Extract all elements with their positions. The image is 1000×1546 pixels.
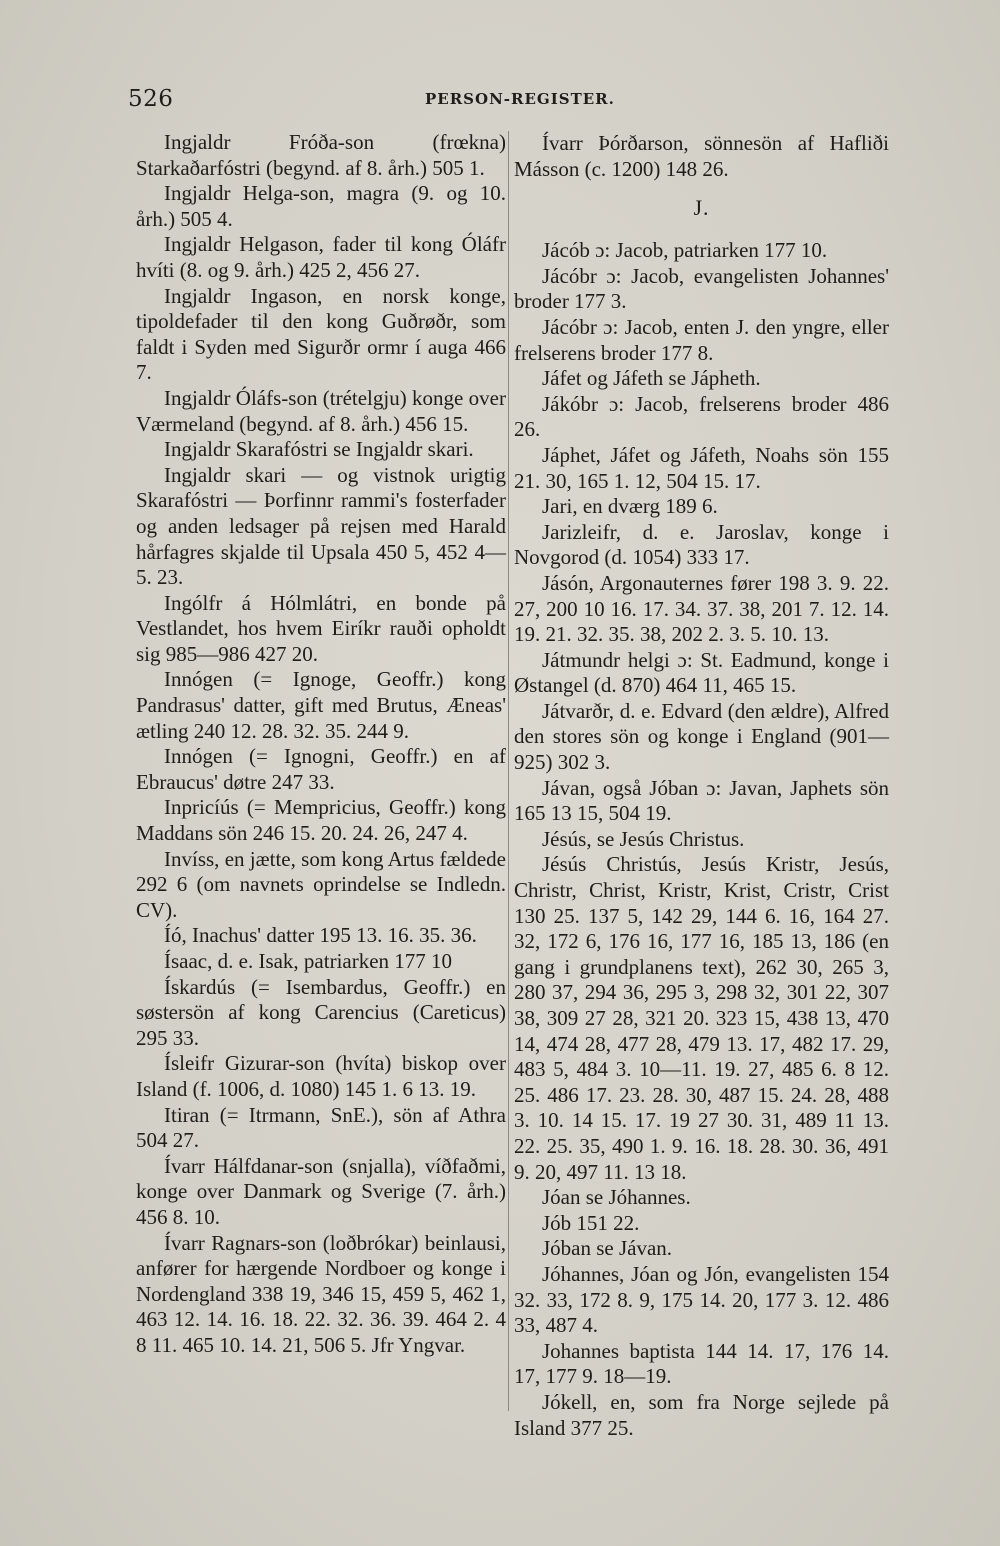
register-entry: Jáfet og Jáfeth se Jápheth. <box>542 366 761 391</box>
register-entry: Jásón, Argonauternes fører 198 3. 9. 22. 27, 200 10 16. 17. 34. 37. 38, 201 7. 12. 14. 19. 21. 32. 35. 38, 202 2. 3. 5. 10. 13. <box>514 570 889 647</box>
register-entry: Játmundr helgi ɔ: St. Eadmund, konge i Østangel (d. 870) 464 11, 465 15. <box>514 647 889 698</box>
right-column <box>514 131 889 1441</box>
register-entry: Jáphet, Jáfet og Jáfeth, Noahs sön 155 21. 30, 165 1. 12, 504 15. 17. <box>514 442 889 493</box>
section-letter: J. <box>693 195 710 221</box>
register-entry: Jókell, en, som fra Norge sejlede på Island 377 25. <box>514 1389 889 1440</box>
register-entry: Ingólfr á Hólmlátri, en bonde på Vestlandet, hos hvem Eiríkr rauði opholdt sig 985—986 427 20. <box>136 590 506 666</box>
register-entry: Íó, Inachus' datter 195 13. 16. 35. 36. <box>164 923 477 948</box>
column-divider <box>508 131 509 1411</box>
register-entry: Ingjaldr Ingason, en norsk konge, tipoldefader til den kong Guðrøðr, som faldt i Syden med Sigurðr ormr í auga 466 7. <box>136 283 506 385</box>
register-entry: Inpricíús (= Mempricius, Geoffr.) kong Maddans sön 246 15. 20. 24. 26, 247 4. <box>136 795 506 846</box>
register-entry: Ingjaldr Fróða-son (frœkna) Starkaðarfóstri (begynd. af 8. årh.) 505 1. <box>136 130 506 180</box>
register-entry: Itiran (= Itrmann, SnE.), sön af Athra 504 27. <box>136 1102 506 1153</box>
register-entry: Ingjaldr Helgason, fader til kong Óláfr hvíti (8. og 9. årh.) 425 2, 456 27. <box>136 232 506 282</box>
register-entry: Játvarðr, d. e. Edvard (den ældre), Alfred den stores sön og konge i England (901—925) 302 3. <box>514 698 889 775</box>
register-entry: Ískardús (= Isembardus, Geoffr.) en søstersön af kong Carencius (Careticus) 295 33. <box>136 974 506 1050</box>
register-entry: Jácób ɔ: Jacob, patriarken 177 10. <box>542 238 828 263</box>
register-entry: Invíss, en jætte, som kong Artus fældede 292 6 (om navnets oprindelse se Indledn. CV). <box>136 846 506 922</box>
register-entry: Jésús Christús, Jesús Kristr, Jesús, Christr, Christ, Kristr, Krist, Cristr, Crist 130 25. 137 5, 142 29, 144 6. 16, 164 27. 32, 172 6, 176 16, 177 16, 185 13, 186 (en gang i grundplanens text), 262 30, 265 3, 280 37, 294 36, 295 3, 298 32, 301 22, 307 38, 309 27 28, 321 20. 323 15, 438 13, 470 14, 474 28, 477 28, 479 13. 17, 482 17. 29, 483 5, 484 3. 10—11. 19. 27, 485 6. 8 12. 25. 486 17. 23. 28. 30, 487 15. 24. 28, 488 3. 10. 14 15. 17. 19 27 30. 31, 489 11 13. 22. 25. 35, 490 1. 9. 16. 18. 28. 30. 36, 491 9. 20, 497 11. 13 18. <box>514 852 889 1184</box>
register-entry: Jari, en dværg 189 6. <box>542 494 718 519</box>
register-entry: Ívarr Ragnars-son (loðbrókar) beinlausi, anfører for hærgende Nordboer og konge i Nordengland 338 19, 346 15, 459 5, 462 1, 463 12. 14. 16. 18. 22. 32. 36. 39. 464 2. 4 8 11. 465 10. 14. 21, 506 5. Jfr Yngvar. <box>136 1230 506 1357</box>
register-entry: Johannes baptista 144 14. 17, 176 14. 17, 177 9. 18—19. <box>514 1338 889 1389</box>
register-entry: Ingjaldr Óláfs-son (trételgju) konge over Værmeland (begynd. af 8. årh.) 456 15. <box>136 385 506 436</box>
register-entry: Jóan se Jóhannes. <box>542 1185 691 1210</box>
register-entry: Jákóbr ɔ: Jacob, frelserens broder 486 26. <box>514 391 889 442</box>
register-entry: Jávan, også Jóban ɔ: Javan, Japhets sön 165 13 15, 504 19. <box>514 775 889 826</box>
register-entry: Jarizleifr, d. e. Jaroslav, konge i Novgorod (d. 1054) 333 17. <box>514 519 889 570</box>
register-entry: Jóban se Jávan. <box>542 1236 673 1261</box>
running-head: PERSON-REGISTER. <box>425 90 615 108</box>
register-entry: Jóhannes, Jóan og Jón, evangelisten 154 32. 33, 172 8. 9, 175 14. 20, 177 3. 12. 486 33, 487 4. <box>514 1261 889 1338</box>
register-entry: Jób 151 22. <box>542 1210 640 1235</box>
register-entry: Innógen (= Ignoge, Geoffr.) kong Pandrasus' datter, gift med Brutus, Æneas' ætling 240 12. 28. 32. 35. 244 9. <box>136 667 506 743</box>
left-column <box>136 130 506 1359</box>
register-entry: Innógen (= Ignogni, Geoffr.) en af Ebraucus' døtre 247 33. <box>136 744 506 794</box>
register-entry: Ísleifr Gizurar-son (hvíta) biskop over Island (f. 1006, d. 1080) 145 1. 6 13. 19. <box>136 1051 506 1101</box>
register-entry: Ingjaldr skari — og vistnok urigtig Skarafóstri — Þorfinnr rammi's fosterfader og anden ledsager på rejsen med Harald hårfagres skjalde til Upsala 450 5, 452 4—5. 23. <box>136 462 506 590</box>
register-entry: Ingjaldr Helga-son, magra (9. og 10. årh.) 505 4. <box>136 181 506 231</box>
register-entry: Ívarr Þórðarson, sönnesön af Hafliði Másson (c. 1200) 148 26. <box>514 131 889 181</box>
register-entry: Jácóbr ɔ: Jacob, evangelisten Johannes' broder 177 3. <box>514 263 889 314</box>
register-entry: Ingjaldr Skarafóstri se Ingjaldr skari. <box>164 437 474 462</box>
page-number: 526 <box>128 86 174 112</box>
page-header <box>0 86 1000 116</box>
register-entry: Ívarr Hálfdanar-son (snjalla), víðfaðmi, konge over Danmark og Sverige (7. årh.) 456 8. 10. <box>136 1153 506 1229</box>
register-entry: Jácóbr ɔ: Jacob, enten J. den yngre, eller frelserens broder 177 8. <box>514 314 889 365</box>
register-entry: Jésús, se Jesús Christus. <box>542 826 745 851</box>
register-entry: Ísaac, d. e. Isak, patriarken 177 10 <box>164 949 453 973</box>
